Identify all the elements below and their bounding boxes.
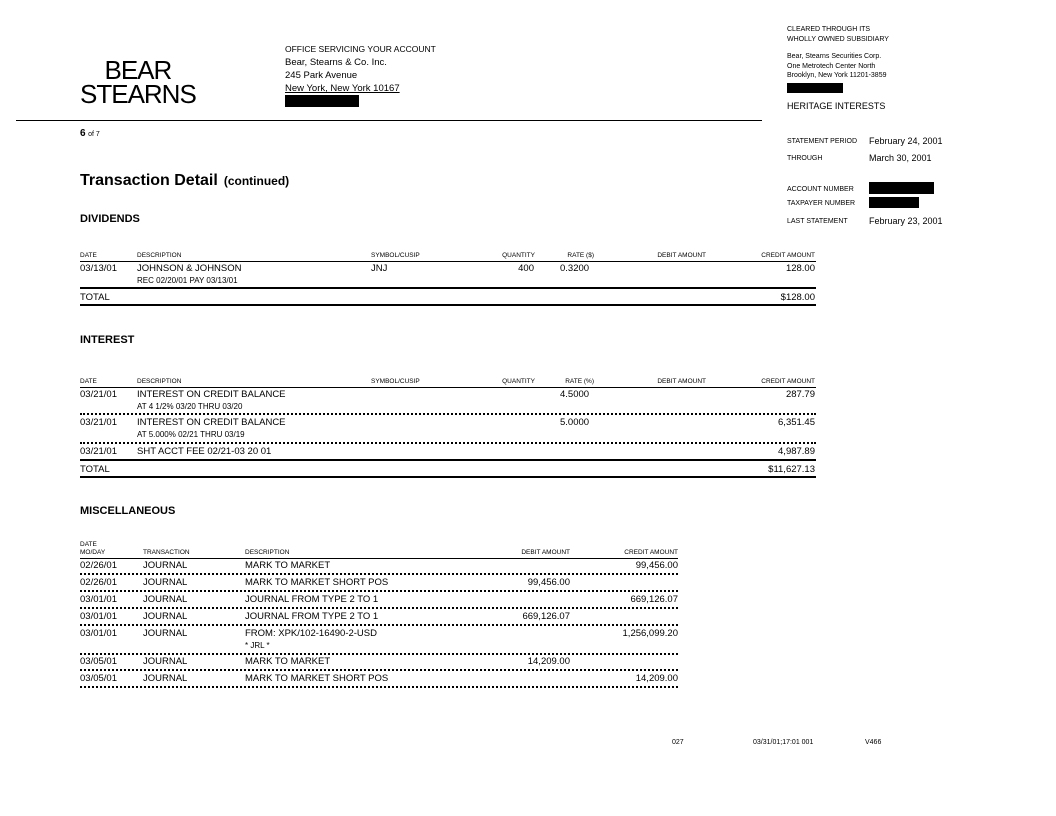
title-main: Transaction Detail (80, 172, 218, 189)
table-header-rule (80, 558, 678, 559)
title-continued: (continued) (223, 174, 290, 188)
redacted-account-number (869, 182, 934, 194)
col-description: DESCRIPTION (137, 252, 182, 259)
row-separator (80, 607, 678, 609)
row-separator (80, 669, 678, 671)
row-description: JOURNAL FROM TYPE 2 TO 1 (245, 594, 379, 605)
redacted-block (787, 83, 843, 93)
logo-line-1: BEAR (104, 55, 172, 85)
row-date: 03/13/01 (80, 263, 117, 274)
row-transaction: JOURNAL (143, 673, 188, 684)
clearing-notice (787, 25, 889, 44)
row-credit: 14,209.00 (635, 673, 678, 684)
col-credit: CREDIT AMOUNT (761, 378, 815, 385)
col-description: DESCRIPTION (245, 549, 290, 556)
last-statement-value: February 23, 2001 (869, 216, 943, 226)
row-date: 03/21/01 (80, 446, 117, 457)
interest-heading: INTEREST (80, 334, 135, 346)
total-label: TOTAL (80, 464, 110, 475)
row-separator (80, 653, 678, 655)
col-transaction: TRANSACTION (143, 549, 190, 556)
row-description-detail: * JRL * (245, 641, 270, 650)
row-debit: 14,209.00 (527, 656, 570, 667)
page-title (80, 172, 289, 190)
row-separator (80, 686, 678, 688)
row-description: INTEREST ON CREDIT BALANCE (137, 417, 286, 428)
row-transaction: JOURNAL (143, 577, 188, 588)
col-rate: RATE ($) (567, 252, 594, 259)
row-transaction: JOURNAL (143, 611, 188, 622)
row-symbol: JNJ (371, 263, 388, 274)
row-credit: 128.00 (785, 263, 815, 274)
page-number (80, 128, 100, 139)
row-credit: 6,351.45 (778, 417, 815, 428)
office-address (285, 43, 436, 111)
interest-total: $11,627.13 (768, 464, 815, 475)
col-debit: DEBIT AMOUNT (657, 378, 706, 385)
row-description: MARK TO MARKET (245, 656, 331, 667)
dividends-total: $128.00 (780, 292, 815, 303)
page-current: 6 (80, 128, 86, 139)
total-bottom-rule (80, 476, 816, 478)
total-label: TOTAL (80, 292, 110, 303)
row-transaction: JOURNAL (143, 560, 188, 571)
account-holder-name: HERITAGE INTERESTS (787, 101, 886, 111)
row-description: SHT ACCT FEE 02/21-03 20 01 (137, 446, 272, 457)
taxpayer-number-label: TAXPAYER NUMBER (787, 200, 856, 207)
row-quantity: 400 (518, 263, 534, 274)
row-separator (80, 442, 816, 444)
col-symbol: SYMBOL/CUSIP (371, 378, 420, 385)
redacted-block (285, 95, 359, 107)
row-date: 03/01/01 (80, 628, 117, 639)
row-date: 02/26/01 (80, 560, 117, 571)
account-number-label: ACCOUNT NUMBER (787, 186, 854, 193)
row-date: 02/26/01 (80, 577, 117, 588)
clearing-firm-address (787, 52, 887, 96)
col-debit: DEBIT AMOUNT (521, 549, 570, 556)
row-description: MARK TO MARKET SHORT POS (245, 577, 389, 588)
clearing-firm: Bear, Stearns Securities Corp. (787, 53, 882, 60)
col-quantity: QUANTITY (502, 378, 535, 385)
footer-code: 027 (672, 739, 684, 746)
row-credit: 669,126.07 (630, 594, 678, 605)
table-header-rule (80, 387, 816, 388)
office-street: 245 Park Avenue (285, 70, 358, 81)
col-date: DATE (80, 252, 97, 259)
clearing-line-2: WHOLLY OWNED SUBSIDIARY (787, 35, 889, 43)
row-rate: 5.0000 (560, 417, 590, 428)
clearing-line-1: CLEARED THROUGH ITS (787, 26, 871, 33)
footer-version: V466 (865, 739, 882, 746)
bear-stearns-logo (80, 55, 196, 109)
row-description-detail: AT 5.000% 02/21 THRU 03/19 (137, 430, 245, 439)
row-description: FROM: XPK/102-16490-2-USD (245, 628, 377, 639)
row-date: 03/21/01 (80, 417, 117, 428)
row-description-detail: REC 02/20/01 PAY 03/13/01 (137, 276, 238, 285)
row-description-detail: AT 4 1/2% 03/20 THRU 03/20 (137, 402, 243, 411)
total-bottom-rule (80, 304, 816, 306)
row-description: MARK TO MARKET (245, 560, 331, 571)
footer-timestamp: 03/31/01;17:01 001 (753, 739, 814, 746)
clearing-city: Brooklyn, New York 11201-3859 (787, 72, 887, 79)
page-total: of 7 (88, 131, 100, 138)
clearing-street: One Metrotech Center North (787, 62, 876, 70)
redacted-taxpayer-number (869, 197, 919, 208)
row-credit: 4,987.89 (778, 446, 815, 457)
total-top-rule (80, 287, 816, 289)
miscellaneous-heading: MISCELLANEOUS (80, 505, 176, 517)
row-rate: 4.5000 (560, 389, 590, 400)
row-separator (80, 590, 678, 592)
row-description: MARK TO MARKET SHORT POS (245, 673, 389, 684)
row-debit: 669,126.07 (522, 611, 570, 622)
col-description: DESCRIPTION (137, 378, 182, 385)
col-credit: CREDIT AMOUNT (624, 549, 678, 556)
row-description: INTEREST ON CREDIT BALANCE (137, 389, 286, 400)
col-debit: DEBIT AMOUNT (657, 252, 706, 259)
row-credit: 99,456.00 (635, 560, 678, 571)
col-quantity: QUANTITY (502, 252, 535, 259)
row-transaction: JOURNAL (143, 628, 188, 639)
row-description: JOURNAL FROM TYPE 2 TO 1 (245, 611, 379, 622)
row-debit: 99,456.00 (527, 577, 570, 588)
dividends-heading: DIVIDENDS (80, 213, 140, 225)
row-separator (80, 573, 678, 575)
row-separator (80, 413, 816, 415)
office-name: Bear, Stearns & Co. Inc. (285, 57, 387, 68)
col-symbol: SYMBOL/CUSIP (371, 252, 420, 259)
last-statement-label: LAST STATEMENT (787, 218, 848, 225)
office-label: OFFICE SERVICING YOUR ACCOUNT (285, 44, 436, 54)
row-rate: 0.3200 (560, 263, 590, 274)
office-city: New York, New York 10167 (285, 83, 400, 94)
row-description: JOHNSON & JOHNSON (137, 263, 242, 274)
row-transaction: JOURNAL (143, 656, 188, 667)
row-date: 03/05/01 (80, 656, 117, 667)
row-date: 03/05/01 (80, 673, 117, 684)
logo-line-2: STEARNS (80, 79, 196, 109)
col-mo-day: MO/DAY (80, 549, 106, 556)
col-date: DATE (80, 378, 97, 385)
row-credit: 1,256,099.20 (622, 628, 678, 639)
total-top-rule (80, 459, 816, 461)
header-divider (16, 120, 762, 121)
row-separator (80, 624, 678, 626)
statement-period-label: STATEMENT PERIOD (787, 138, 858, 145)
through-label: THROUGH (787, 155, 823, 162)
row-date: 03/01/01 (80, 611, 117, 622)
table-header-rule (80, 261, 816, 262)
col-date: DATE (80, 541, 97, 548)
col-credit: CREDIT AMOUNT (761, 252, 815, 259)
row-date: 03/21/01 (80, 389, 117, 400)
statement-period-value: February 24, 2001 (869, 136, 943, 146)
row-credit: 287.79 (785, 389, 815, 400)
row-transaction: JOURNAL (143, 594, 188, 605)
col-rate: RATE (%) (565, 378, 594, 385)
row-date: 03/01/01 (80, 594, 117, 605)
through-value: March 30, 2001 (869, 153, 932, 163)
